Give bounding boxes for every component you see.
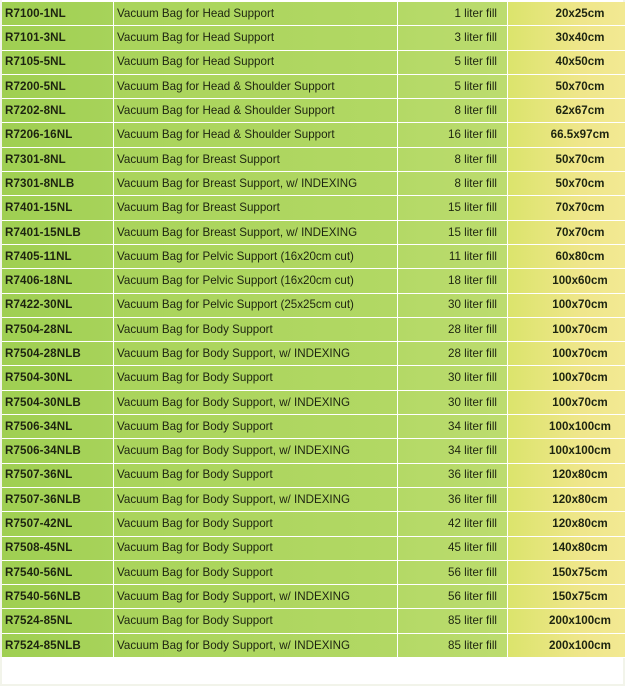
fill-volume-cell: 16 liter fill	[398, 123, 508, 147]
fill-volume-cell: 85 liter fill	[398, 634, 508, 658]
product-description-cell: Vacuum Bag for Body Support, w/ INDEXING	[114, 585, 398, 609]
fill-volume-cell: 5 liter fill	[398, 51, 508, 75]
bag-size-cell: 100x100cm	[508, 415, 625, 439]
product-code-cell: R7506-34NLB	[2, 439, 114, 463]
table-row	[2, 391, 625, 415]
table-row	[2, 172, 625, 196]
product-code-cell: R7405-11NL	[2, 245, 114, 269]
bag-size-cell: 50x70cm	[508, 172, 625, 196]
table-row	[2, 537, 625, 561]
bag-size-cell: 140x80cm	[508, 537, 625, 561]
product-code-cell: R7504-30NLB	[2, 391, 114, 415]
table-row	[2, 415, 625, 439]
bag-size-cell: 200x100cm	[508, 609, 625, 633]
bag-size-cell: 60x80cm	[508, 245, 625, 269]
product-description-cell: Vacuum Bag for Head Support	[114, 26, 398, 50]
table-row	[2, 99, 625, 123]
bag-size-cell: 70x70cm	[508, 196, 625, 220]
table-row	[2, 439, 625, 463]
fill-volume-cell: 11 liter fill	[398, 245, 508, 269]
fill-volume-cell: 8 liter fill	[398, 99, 508, 123]
bag-size-cell: 120x80cm	[508, 488, 625, 512]
fill-volume-cell: 34 liter fill	[398, 439, 508, 463]
bag-size-cell: 200x100cm	[508, 634, 625, 658]
product-code-cell: R7206-16NL	[2, 123, 114, 147]
bag-size-cell: 100x100cm	[508, 439, 625, 463]
product-description-cell: Vacuum Bag for Breast Support	[114, 148, 398, 172]
product-description-cell: Vacuum Bag for Head Support	[114, 2, 398, 26]
product-description-cell: Vacuum Bag for Body Support	[114, 318, 398, 342]
table-row	[2, 585, 625, 609]
bag-size-cell: 20x25cm	[508, 2, 625, 26]
product-code-cell: R7101-3NL	[2, 26, 114, 50]
product-code-cell: R7504-30NL	[2, 366, 114, 390]
product-description-cell: Vacuum Bag for Body Support	[114, 561, 398, 585]
fill-volume-cell: 5 liter fill	[398, 75, 508, 99]
table-row	[2, 75, 625, 99]
fill-volume-cell: 28 liter fill	[398, 318, 508, 342]
table-row	[2, 196, 625, 220]
table-row	[2, 488, 625, 512]
bag-size-cell: 100x60cm	[508, 269, 625, 293]
bag-size-cell: 120x80cm	[508, 512, 625, 536]
product-code-cell: R7508-45NL	[2, 537, 114, 561]
fill-volume-cell: 34 liter fill	[398, 415, 508, 439]
product-description-cell: Vacuum Bag for Head & Shoulder Support	[114, 123, 398, 147]
fill-volume-cell: 3 liter fill	[398, 26, 508, 50]
table-row	[2, 318, 625, 342]
product-code-cell: R7406-18NL	[2, 269, 114, 293]
product-description-cell: Vacuum Bag for Body Support	[114, 512, 398, 536]
fill-volume-cell: 56 liter fill	[398, 585, 508, 609]
product-description-cell: Vacuum Bag for Pelvic Support (16x20cm cut)	[114, 245, 398, 269]
fill-volume-cell: 1 liter fill	[398, 2, 508, 26]
table-row	[2, 342, 625, 366]
product-description-cell: Vacuum Bag for Pelvic Support (16x20cm cut)	[114, 269, 398, 293]
product-code-cell: R7301-8NL	[2, 148, 114, 172]
product-code-cell: R7504-28NL	[2, 318, 114, 342]
product-description-cell: Vacuum Bag for Body Support, w/ INDEXING	[114, 391, 398, 415]
fill-volume-cell: 30 liter fill	[398, 294, 508, 318]
product-code-cell: R7301-8NLB	[2, 172, 114, 196]
bag-size-cell: 100x70cm	[508, 294, 625, 318]
product-code-cell: R7504-28NLB	[2, 342, 114, 366]
product-description-cell: Vacuum Bag for Breast Support, w/ INDEXING	[114, 221, 398, 245]
product-code-cell: R7540-56NL	[2, 561, 114, 585]
fill-volume-cell: 36 liter fill	[398, 464, 508, 488]
fill-volume-cell: 45 liter fill	[398, 537, 508, 561]
product-description-cell: Vacuum Bag for Head & Shoulder Support	[114, 75, 398, 99]
bag-size-cell: 40x50cm	[508, 51, 625, 75]
product-code-cell: R7524-85NLB	[2, 634, 114, 658]
bag-size-cell: 62x67cm	[508, 99, 625, 123]
table-row	[2, 26, 625, 50]
product-description-cell: Vacuum Bag for Breast Support	[114, 196, 398, 220]
bag-size-cell: 120x80cm	[508, 464, 625, 488]
product-description-cell: Vacuum Bag for Body Support, w/ INDEXING	[114, 342, 398, 366]
fill-volume-cell: 15 liter fill	[398, 221, 508, 245]
table-row	[2, 123, 625, 147]
product-code-cell: R7100-1NL	[2, 2, 114, 26]
fill-volume-cell: 8 liter fill	[398, 172, 508, 196]
product-description-cell: Vacuum Bag for Body Support	[114, 537, 398, 561]
table-row	[2, 512, 625, 536]
product-description-cell: Vacuum Bag for Pelvic Support (25x25cm cut)	[114, 294, 398, 318]
product-description-cell: Vacuum Bag for Breast Support, w/ INDEXING	[114, 172, 398, 196]
bag-size-cell: 50x70cm	[508, 75, 625, 99]
product-description-cell: Vacuum Bag for Body Support, w/ INDEXING	[114, 634, 398, 658]
fill-volume-cell: 42 liter fill	[398, 512, 508, 536]
product-code-cell: R7200-5NL	[2, 75, 114, 99]
table-row	[2, 609, 625, 633]
fill-volume-cell: 56 liter fill	[398, 561, 508, 585]
product-description-cell: Vacuum Bag for Head & Shoulder Support	[114, 99, 398, 123]
product-description-cell: Vacuum Bag for Body Support	[114, 464, 398, 488]
product-code-cell: R7507-36NLB	[2, 488, 114, 512]
bag-size-cell: 66.5x97cm	[508, 123, 625, 147]
product-table	[2, 2, 625, 658]
bag-size-cell: 100x70cm	[508, 342, 625, 366]
fill-volume-cell: 30 liter fill	[398, 391, 508, 415]
product-sheet	[2, 0, 623, 684]
fill-volume-cell: 18 liter fill	[398, 269, 508, 293]
product-description-cell: Vacuum Bag for Body Support	[114, 609, 398, 633]
fill-volume-cell: 36 liter fill	[398, 488, 508, 512]
product-code-cell: R7524-85NL	[2, 609, 114, 633]
product-code-cell: R7540-56NLB	[2, 585, 114, 609]
bag-size-cell: 100x70cm	[508, 366, 625, 390]
product-code-cell: R7422-30NL	[2, 294, 114, 318]
table-row	[2, 221, 625, 245]
product-code-cell: R7506-34NL	[2, 415, 114, 439]
product-code-cell: R7105-5NL	[2, 51, 114, 75]
product-description-cell: Vacuum Bag for Head Support	[114, 51, 398, 75]
product-code-cell: R7507-42NL	[2, 512, 114, 536]
bag-size-cell: 150x75cm	[508, 561, 625, 585]
table-row	[2, 294, 625, 318]
product-code-cell: R7401-15NL	[2, 196, 114, 220]
product-table-body	[2, 2, 625, 658]
table-row	[2, 148, 625, 172]
product-description-cell: Vacuum Bag for Body Support, w/ INDEXING	[114, 439, 398, 463]
product-code-cell: R7202-8NL	[2, 99, 114, 123]
fill-volume-cell: 28 liter fill	[398, 342, 508, 366]
table-row	[2, 269, 625, 293]
table-row	[2, 561, 625, 585]
table-row	[2, 2, 625, 26]
bag-size-cell: 100x70cm	[508, 391, 625, 415]
product-description-cell: Vacuum Bag for Body Support, w/ INDEXING	[114, 488, 398, 512]
bag-size-cell: 150x75cm	[508, 585, 625, 609]
bag-size-cell: 100x70cm	[508, 318, 625, 342]
fill-volume-cell: 30 liter fill	[398, 366, 508, 390]
table-row	[2, 634, 625, 658]
product-description-cell: Vacuum Bag for Body Support	[114, 415, 398, 439]
fill-volume-cell: 8 liter fill	[398, 148, 508, 172]
table-row	[2, 245, 625, 269]
table-row	[2, 366, 625, 390]
bag-size-cell: 70x70cm	[508, 221, 625, 245]
product-code-cell: R7507-36NL	[2, 464, 114, 488]
bag-size-cell: 30x40cm	[508, 26, 625, 50]
fill-volume-cell: 15 liter fill	[398, 196, 508, 220]
fill-volume-cell: 85 liter fill	[398, 609, 508, 633]
bag-size-cell: 50x70cm	[508, 148, 625, 172]
product-description-cell: Vacuum Bag for Body Support	[114, 366, 398, 390]
table-row	[2, 464, 625, 488]
table-row	[2, 51, 625, 75]
product-code-cell: R7401-15NLB	[2, 221, 114, 245]
